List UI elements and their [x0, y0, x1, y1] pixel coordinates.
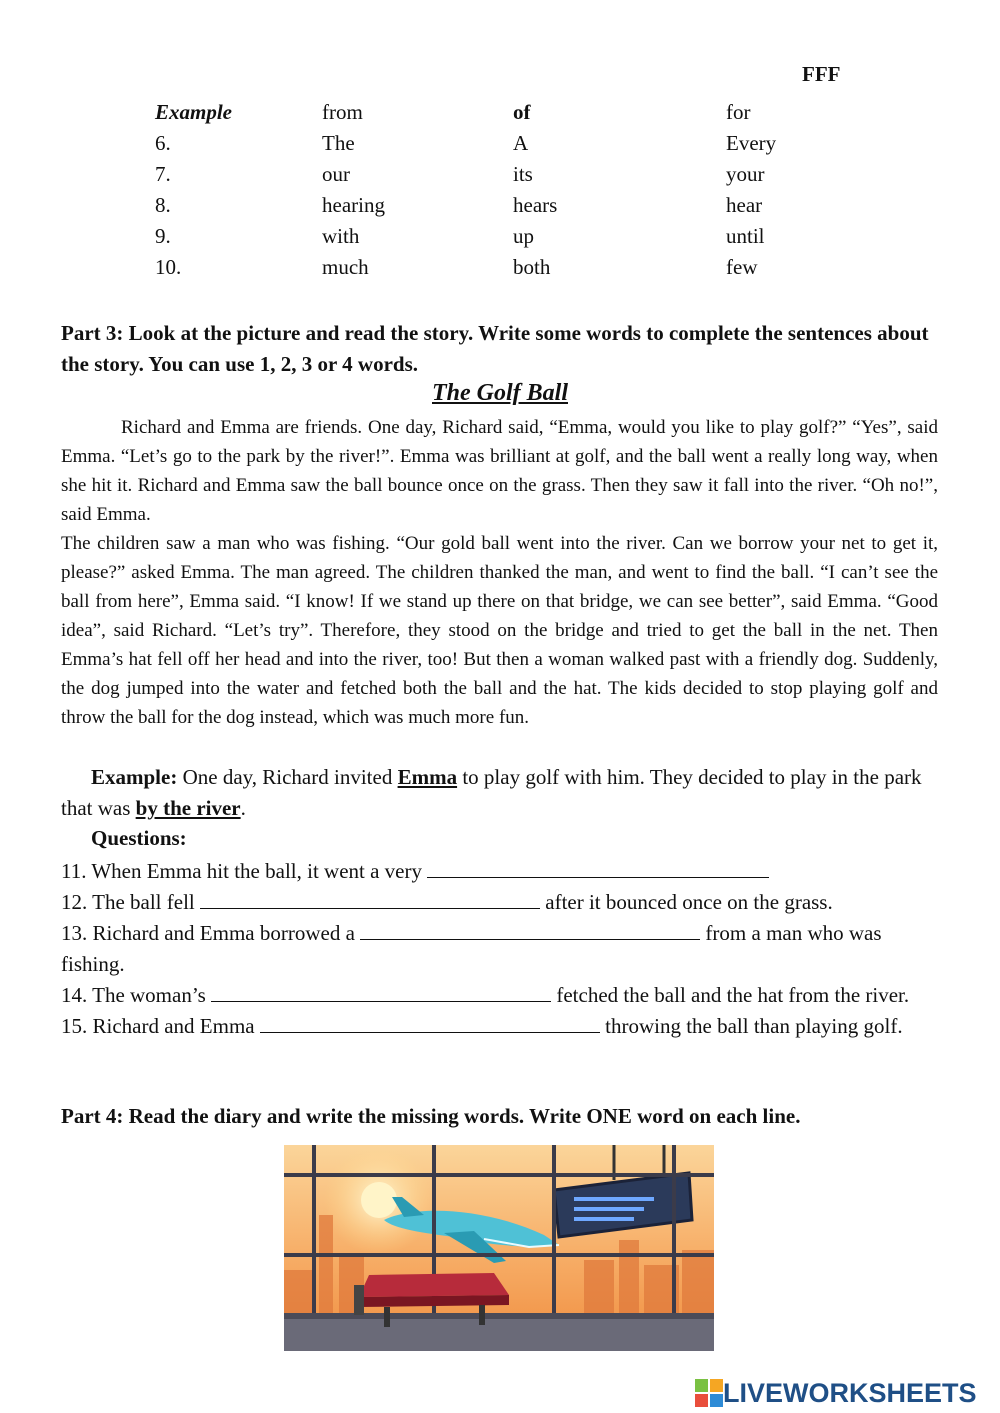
example-sentence	[61, 762, 931, 824]
options-table	[155, 97, 846, 283]
row-label: 7.	[155, 162, 171, 186]
page-code: FFF	[802, 62, 841, 86]
question-14	[61, 980, 931, 1011]
option-a: our	[322, 162, 350, 186]
question-15	[61, 1011, 931, 1042]
story-paragraph-1: Richard and Emma are friends. One day, Richard said, “Emma, would you like to play golf?” “Yes”, said Emma. “Let’s go to the park by the river!”. Emma was brilliant at golf, and the ball went a really long way, when she hit it. Richard and Emma saw the ball bounce once on the grass. Then they saw it fall into the river. “Oh no!”, said Emma.	[61, 417, 938, 525]
story-title: The Golf Ball	[432, 380, 568, 406]
question-text-after: after it bounced once on the grass.	[540, 890, 833, 914]
answer-blank-14[interactable]	[211, 981, 551, 1002]
question-text: 11. When Emma hit the ball, it went a very	[61, 859, 428, 883]
floor-edge	[284, 1313, 714, 1319]
logo-mark-icon	[695, 1379, 723, 1407]
option-b: both	[513, 255, 551, 279]
question-text-after: fetched the ball and the hat from the river.	[551, 983, 910, 1007]
table-row	[155, 97, 846, 128]
example-text-2: to play golf with him. They decided to play in the park that was	[61, 765, 922, 820]
liveworksheets-logo	[695, 1378, 977, 1408]
floor	[284, 1317, 714, 1351]
question-12	[61, 887, 931, 918]
option-c: Every	[726, 131, 777, 155]
option-c: for	[726, 100, 751, 124]
example-label: Example:	[91, 765, 178, 789]
question-text: 13. Richard and Emma borrowed a	[61, 921, 361, 945]
option-b: its	[513, 162, 533, 186]
question-text-after: throwing the ball than playing golf.	[599, 1014, 903, 1038]
table-row	[155, 128, 846, 159]
answer-blank-13[interactable]	[360, 919, 700, 940]
questions-heading: Questions:	[91, 826, 187, 850]
part4-instruction: Part 4: Read the diary and write the missing words. Write ONE word on each line.	[61, 1104, 801, 1128]
questions-list	[61, 856, 931, 1042]
story-text	[61, 413, 938, 732]
example-text-3: .	[240, 796, 246, 820]
story-paragraph-2: The children saw a man who was fishing. “Our gold ball went into the river. Can we borrow your net to get it, please?” asked Emma. The man agreed. The children thanked the man, and went to find the ball. “I can’t see the ball from here”, Emma said. “I know! If we stand up there on that bridge, we can see better”, said Emma. “Good idea”, said Richard. “Let’s try”. Therefore, they stood on the bridge and tried to get the ball in the net. Then Emma’s hat fell off her head and into the river, too! But then a woman walked past with a friendly dog. Suddenly, the dog jumped into the water and fetched both the ball and the hat. The kids decided to stop playing golf and throw the ball for the dog instead, which was much more fun.	[61, 533, 938, 728]
sun-core	[361, 1182, 397, 1218]
part3-instruction: Part 3: Look at the picture and read the story. Write some words to complete the sentences about the story. You can use 1, 2, 3 or 4 words.	[61, 321, 929, 376]
option-a: hearing	[322, 193, 385, 217]
row-label: 10.	[155, 255, 182, 279]
answer-blank-15[interactable]	[260, 1012, 600, 1033]
option-b: up	[513, 224, 534, 248]
question-text: 12. The ball fell	[61, 890, 200, 914]
option-c: until	[726, 224, 765, 248]
option-c: few	[726, 255, 758, 279]
table-row	[155, 221, 846, 252]
question-13	[61, 918, 931, 980]
option-a: much	[322, 255, 369, 279]
question-text: 14. The woman’s	[61, 983, 212, 1007]
option-a: from	[322, 100, 363, 124]
row-label: 6.	[155, 131, 171, 155]
option-a: with	[322, 224, 360, 248]
row-label: 8.	[155, 193, 171, 217]
option-c: your	[726, 162, 765, 186]
example-answer-1: Emma	[397, 765, 458, 789]
airport-illustration	[284, 1145, 714, 1351]
example-text-1: One day, Richard invited	[177, 765, 398, 789]
table-row	[155, 252, 846, 283]
option-a: The	[322, 131, 355, 155]
example-answer-2: by the river	[135, 796, 241, 820]
answer-blank-11[interactable]	[427, 857, 769, 878]
option-b: of	[513, 100, 531, 124]
question-text: 15. Richard and Emma	[61, 1014, 260, 1038]
option-c: hear	[726, 193, 763, 217]
table-row	[155, 159, 846, 190]
question-11	[61, 856, 931, 887]
row-label: Example	[155, 100, 232, 124]
brand-name: LIVEWORKSHEETS	[723, 1377, 977, 1408]
table-row	[155, 190, 846, 221]
row-label: 9.	[155, 224, 171, 248]
question-text-after: from a man who was fishing.	[61, 921, 882, 976]
option-b: hears	[513, 193, 558, 217]
option-b: A	[513, 131, 529, 155]
answer-blank-12[interactable]	[200, 888, 540, 909]
